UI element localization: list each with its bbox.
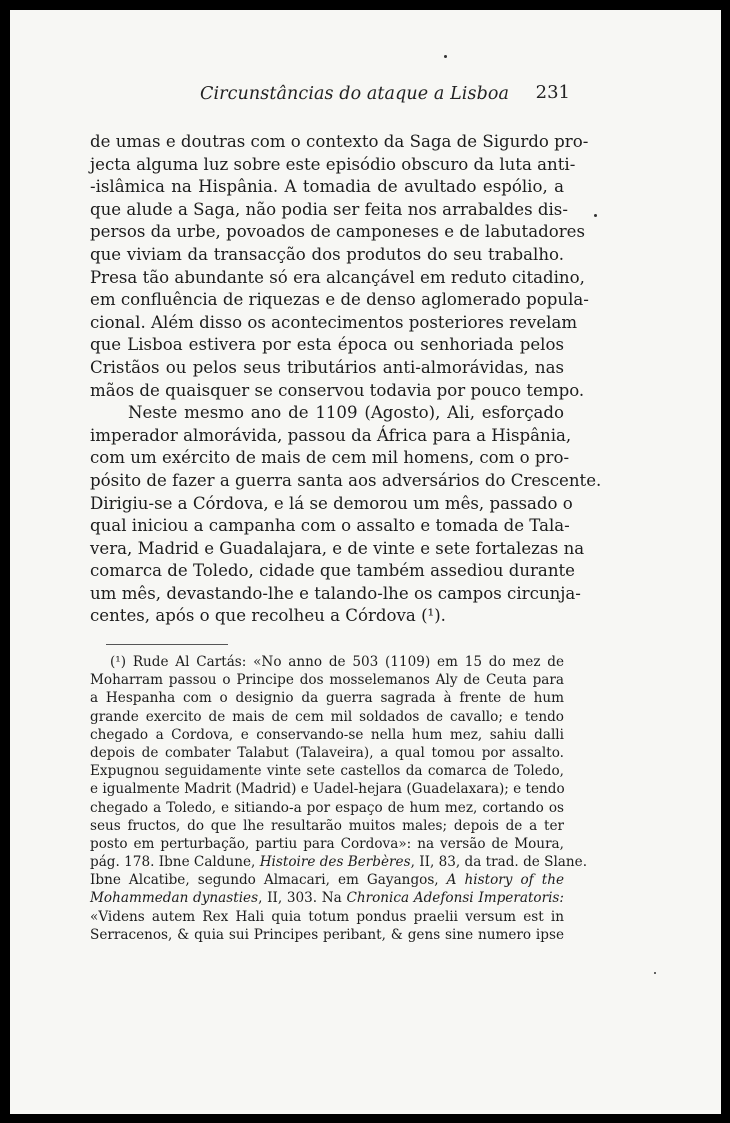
body-line: que viviam da transacção dos produtos do seu trabalho. (90, 244, 564, 264)
body-line: mãos de quaisquer se conservou todavia por pouco tempo. (90, 380, 585, 400)
body-line: que alude a Saga, não podia ser feita nos arrabaldes dis- (90, 199, 568, 219)
footnote-line: a Hespanha com o designio da guerra sagrada à frente de hum (90, 690, 564, 707)
body-line: comarca de Toledo, cidade que também assediou durante (90, 561, 576, 581)
footnote-line: depois de combater Talabut (Talaveira), a qual tomou por assalto. (90, 744, 564, 761)
body-line: com um exército de mais de cem mil homens, com o pro- (90, 448, 570, 468)
footnote-citation-title: Mohammedan dynasties (90, 890, 259, 907)
footnote-line: Moharram passou o Principe dos mosselemanos Aly de Ceuta para (90, 672, 564, 689)
body-line: em confluência de riquezas e de denso aglomerado popula- (90, 290, 589, 310)
footnote-citation-title: A history of the (446, 872, 564, 889)
footnote-line (90, 889, 564, 907)
footnote-line (90, 871, 564, 889)
footnote-separator (106, 644, 228, 645)
scan-speck (444, 55, 447, 58)
body-line: qual iniciou a campanha com o assalto e tomada de Tala- (90, 516, 570, 536)
footnote-line: chegado a Toledo, e sitiando-a por espaço de hum mez, cortando os (90, 799, 564, 816)
body-line: pósito de fazer a guerra santa aos adversários do Crescente. (90, 470, 602, 490)
footnote-line (90, 853, 588, 871)
footnote-text: , II, 303. Na (258, 890, 347, 907)
footnote (90, 653, 588, 944)
footnote-text: , II, 83, da trad. de Slane. (410, 854, 588, 871)
footnote-text: pág. 178. Ibne Caldune, (90, 854, 260, 871)
scan-speck (594, 214, 597, 217)
body-line: -islâmica na Hispânia. A tomadia de avultado espólio, a (90, 177, 564, 197)
page-header (200, 84, 580, 114)
running-title: Circunstâncias do ataque a Lisboa (200, 84, 510, 104)
footnote-citation-title: Histoire des Berbères (259, 854, 411, 871)
page-number: 231 (535, 82, 570, 103)
footnote-line: e igualmente Madrit (Madrid) e Uadel-hejara (Guadelaxara); e tendo (90, 781, 565, 798)
body-text (90, 131, 602, 628)
scanned-page (10, 10, 721, 1114)
footnote-line: posto em perturbação, partiu para Cordova»: na versão de Moura, (90, 835, 564, 852)
body-line: Presa tão abundante só era alcançável em reduto citadino, (90, 267, 585, 287)
body-line: Cristãos ou pelos seus tributários anti-almorávidas, nas (90, 357, 564, 377)
body-line: Neste mesmo ano de 1109 (Agosto), Ali, esforçado (128, 403, 564, 423)
footnote-line: Serracenos, & quia sui Principes peribant, & gens sine numero ipse (90, 926, 564, 943)
body-line: que Lisboa estivera por esta época ou senhoriada pelos (90, 335, 564, 355)
body-line: jecta alguma luz sobre este episódio obscuro da luta anti- (90, 154, 576, 174)
footnote-line: grande exercito de mais de cem mil soldados de cavallo; e tendo (90, 708, 564, 725)
footnote-line: «Videns autem Rex Hali quia totum pondus praelii versum est in (90, 908, 564, 925)
footnote-text: Ibne Alcatibe, segundo Almacari, em Gayangos, (90, 872, 447, 889)
body-line: cional. Além disso os acontecimentos posteriores revelam (90, 312, 578, 332)
body-line: Dirigiu-se a Córdova, e lá se demorou um mês, passado o (90, 493, 573, 513)
footnote-line: seus fructos, do que lhe resultarão muitos males; depois de a ter (90, 817, 564, 834)
footnote-line: (¹) Rude Al Cartás: «No anno de 503 (1109) em 15 do mez de (110, 654, 564, 670)
body-line: um mês, devastando-lhe e talando-lhe os campos circunja- (90, 583, 581, 603)
footnote-line: chegado a Cordova, e conservando-se nella hum mez, sahiu dalli (90, 726, 564, 743)
body-line: de umas e doutras com o contexto da Saga de Sigurdo pro- (90, 132, 589, 151)
scan-speck (654, 972, 656, 974)
body-line: persos da urbe, povoados de camponeses e de labutadores (90, 222, 585, 242)
footnote-citation-title: Chronica Adefonsi Imperatoris: (346, 890, 564, 907)
body-line: centes, após o que recolheu a Córdova (¹). (90, 606, 446, 626)
footnote-line: Expugnou seguidamente vinte sete castellos da comarca de Toledo, (90, 763, 564, 780)
body-line: imperador almorávida, passou da África para a Hispânia, (90, 425, 572, 445)
body-line: vera, Madrid e Guadalajara, e de vinte e sete fortalezas na (90, 538, 585, 558)
